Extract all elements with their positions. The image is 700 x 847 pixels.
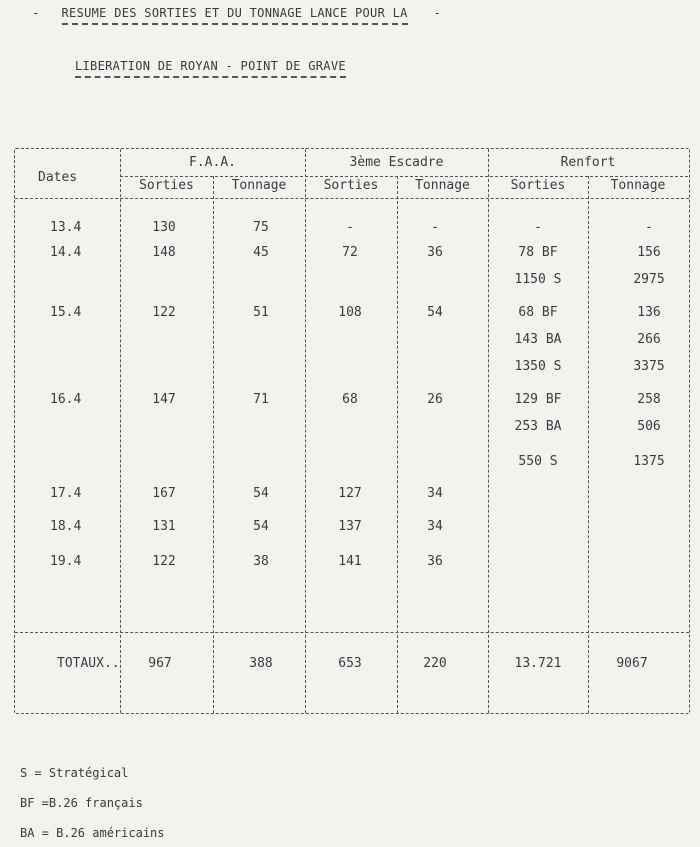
- cell-renfort-sorties: 550 S: [518, 454, 558, 469]
- cell-faa-tonnage: 51: [253, 305, 269, 320]
- cell-esc-sorties: 68: [342, 392, 358, 407]
- col-sep-faa: [305, 149, 306, 713]
- header-sub-sorties: Sorties: [139, 178, 194, 193]
- header-group-3eme-escadre: 3ème Escadre: [349, 155, 444, 170]
- cell-renfort-tonnage: -: [645, 220, 653, 235]
- cell-faa-sorties: 148: [152, 245, 176, 260]
- cell-renfort-tonnage: 2975: [633, 272, 665, 287]
- cell-renfort-sorties: -: [534, 220, 542, 235]
- header-bottom-rule: [15, 198, 689, 199]
- total-esc-sorties: 653: [338, 656, 362, 671]
- cell-renfort-sorties: 1350 S: [514, 359, 562, 374]
- row-date: 15.4: [50, 305, 82, 320]
- cell-esc-tonnage: -: [431, 220, 439, 235]
- total-faa-sorties: 967: [148, 656, 172, 671]
- cell-faa-tonnage: 54: [253, 486, 269, 501]
- document-title-line-2: [75, 59, 346, 73]
- legend-bf: BF =B.26 français: [20, 796, 143, 810]
- cell-renfort-tonnage: 3375: [633, 359, 665, 374]
- cell-renfort-tonnage: 136: [637, 305, 661, 320]
- cell-esc-tonnage: 54: [427, 305, 443, 320]
- row-date: 14.4: [50, 245, 82, 260]
- cell-renfort-sorties: 78 BF: [518, 245, 558, 260]
- cell-renfort-sorties: 143 BA: [514, 332, 562, 347]
- cell-renfort-sorties: 253 BA: [514, 419, 562, 434]
- legend-strategic: S = Stratégical: [20, 766, 129, 780]
- document-title-line-1: [32, 6, 441, 20]
- header-group-rule: [120, 176, 688, 177]
- cell-faa-tonnage: 38: [253, 554, 269, 569]
- cell-esc-tonnage: 34: [427, 486, 443, 501]
- title-text-2: LIBERATION DE ROYAN - POINT DE GRAVE: [75, 59, 346, 78]
- cell-esc-tonnage: 36: [427, 245, 443, 260]
- cell-renfort-tonnage: 258: [637, 392, 661, 407]
- cell-renfort-sorties: 68 BF: [518, 305, 558, 320]
- cell-faa-tonnage: 71: [253, 392, 269, 407]
- header-group-renfort: Renfort: [560, 155, 616, 170]
- row-date: 18.4: [50, 519, 82, 534]
- cell-faa-sorties: 147: [152, 392, 176, 407]
- cell-faa-sorties: 122: [152, 305, 176, 320]
- legend-ba: BA = B.26 américains: [20, 826, 165, 840]
- row-date: 17.4: [50, 486, 82, 501]
- total-renfort-tonnage: 9067: [616, 656, 648, 671]
- header-sub-tonnage: Tonnage: [231, 178, 287, 193]
- cell-esc-sorties: -: [346, 220, 354, 235]
- header-sub-tonnage: Tonnage: [610, 178, 666, 193]
- cell-renfort-tonnage: 1375: [633, 454, 665, 469]
- cell-esc-sorties: 141: [338, 554, 362, 569]
- cell-faa-tonnage: 75: [253, 220, 269, 235]
- row-date: 13.4: [50, 220, 82, 235]
- cell-renfort-sorties: 1150 S: [514, 272, 562, 287]
- total-renfort-sorties: 13.721: [514, 656, 562, 671]
- cell-esc-tonnage: 34: [427, 519, 443, 534]
- row-date: 19.4: [50, 554, 82, 569]
- cell-esc-tonnage: 26: [427, 392, 443, 407]
- row-date: 16.4: [50, 392, 82, 407]
- cell-faa-tonnage: 54: [253, 519, 269, 534]
- cell-esc-sorties: 137: [338, 519, 362, 534]
- cell-esc-sorties: 108: [338, 305, 362, 320]
- cell-esc-sorties: 72: [342, 245, 358, 260]
- cell-faa-sorties: 122: [152, 554, 176, 569]
- title-dash-right: -: [433, 6, 442, 20]
- cell-faa-sorties: 131: [152, 519, 176, 534]
- totals-label: TOTAUX..: [57, 656, 120, 671]
- header-sub-sorties: Sorties: [323, 178, 379, 193]
- header-sub-sorties: Sorties: [510, 178, 566, 193]
- cell-esc-sorties: 127: [338, 486, 362, 501]
- header-group-faa: F.A.A.: [189, 155, 236, 170]
- totals-rule: [15, 632, 689, 633]
- cell-faa-tonnage: 45: [253, 245, 269, 260]
- col-sep-esc: [488, 149, 489, 713]
- total-esc-tonnage: 220: [423, 656, 447, 671]
- total-faa-tonnage: 388: [249, 656, 273, 671]
- cell-esc-tonnage: 36: [427, 554, 443, 569]
- title-dash-left: -: [32, 6, 40, 20]
- header-sub-tonnage: Tonnage: [415, 178, 470, 193]
- cell-faa-sorties: 167: [152, 486, 176, 501]
- header-dates: Dates: [38, 170, 78, 185]
- cell-renfort-sorties: 129 BF: [514, 392, 562, 407]
- cell-faa-sorties: 130: [152, 220, 176, 235]
- title-text-1: RESUME DES SORTIES ET DU TONNAGE LANCE POUR LA: [62, 6, 408, 25]
- cell-renfort-tonnage: 506: [637, 419, 661, 434]
- col-sep-dates: [120, 149, 121, 713]
- cell-renfort-tonnage: 156: [637, 245, 661, 260]
- cell-renfort-tonnage: 266: [637, 332, 661, 347]
